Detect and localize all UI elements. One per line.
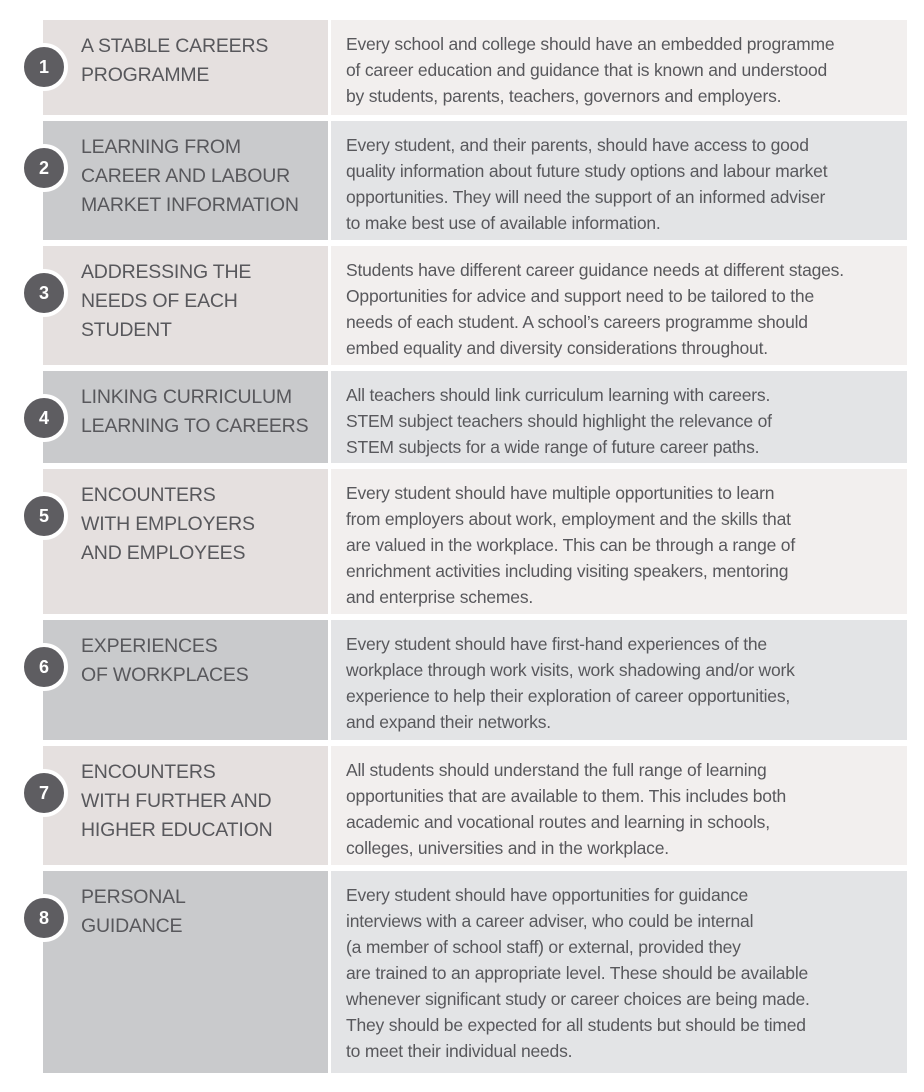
description-line: All students should understand the full range of learning [346, 760, 767, 780]
title-line: OF WORKPLACES [81, 664, 249, 686]
description-line: are trained to an appropriate level. These should be available [346, 963, 809, 983]
title-line: LEARNING TO CAREERS [81, 415, 309, 437]
title-line: ENCOUNTERS [81, 484, 216, 506]
benchmark-row [38, 121, 907, 240]
description-line: embed equality and diversity considerations throughout. [346, 338, 768, 358]
description-line: whenever significant study or career choices are being made. [346, 989, 810, 1009]
description-line: to make best use of available information. [346, 213, 661, 233]
title-line: GUIDANCE [81, 915, 183, 937]
benchmark-title [43, 469, 328, 614]
title-line: STUDENT [81, 319, 172, 341]
benchmark-row [38, 246, 907, 365]
description-line: Every student should have opportunities for guidance [346, 885, 749, 905]
description-line: interviews with a career adviser, who could be internal [346, 911, 754, 931]
benchmark-row [38, 746, 907, 865]
benchmark-title [43, 871, 328, 1073]
title-line: LINKING CURRICULUM [81, 386, 292, 408]
benchmark-description [331, 746, 907, 865]
title-line: ENCOUNTERS [81, 761, 216, 783]
title-line: EXPERIENCES [81, 635, 218, 657]
description-line: are valued in the workplace. This can be through a range of [346, 535, 796, 555]
number-badge: 3 [20, 269, 68, 317]
benchmark-row [38, 871, 907, 1073]
description-line: to meet their individual needs. [346, 1041, 573, 1061]
benchmark-row [38, 469, 907, 614]
description-line: workplace through work visits, work shadowing and/or work [346, 660, 795, 680]
description-line: opportunities. They will need the support of an informed adviser [346, 187, 826, 207]
benchmark-title [43, 121, 328, 240]
description-line: and expand their networks. [346, 712, 551, 732]
description-line: needs of each student. A school’s careers programme should [346, 312, 808, 332]
description-line: Every student, and their parents, should have access to good [346, 135, 809, 155]
benchmark-description [331, 121, 907, 240]
description-line: of career education and guidance that is known and understood [346, 60, 828, 80]
description-line: They should be expected for all students but should be timed [346, 1015, 806, 1035]
benchmark-row [38, 20, 907, 115]
benchmark-title [43, 20, 328, 115]
description-line: STEM subjects for a wide range of future career paths. [346, 437, 760, 457]
benchmark-description [331, 246, 907, 365]
description-line: (a member of school staff) or external, provided they [346, 937, 741, 957]
title-line: WITH FURTHER AND [81, 790, 272, 812]
title-line: LEARNING FROM [81, 136, 241, 158]
benchmark-description [331, 469, 907, 614]
description-line: All teachers should link curriculum learning with careers. [346, 385, 771, 405]
benchmark-description [331, 371, 907, 463]
title-line: PROGRAMME [81, 64, 210, 86]
description-line: Every student should have first-hand experiences of the [346, 634, 767, 654]
benchmark-description [331, 871, 907, 1073]
number-badge: 8 [20, 894, 68, 942]
title-line: NEEDS OF EACH [81, 290, 238, 312]
benchmark-title [43, 746, 328, 865]
benchmark-row [38, 620, 907, 740]
title-line: CAREER AND LABOUR [81, 165, 290, 187]
title-line: WITH EMPLOYERS [81, 513, 255, 535]
description-line: STEM subject teachers should highlight the relevance of [346, 411, 772, 431]
title-line: A STABLE CAREERS [81, 35, 269, 57]
description-line: by students, parents, teachers, governors and employers. [346, 86, 782, 106]
benchmark-row [38, 371, 907, 463]
description-line: colleges, universities and in the workplace. [346, 838, 669, 858]
title-line: PERSONAL [81, 886, 186, 908]
benchmarks-table [38, 20, 907, 1079]
benchmark-title [43, 620, 328, 740]
number-badge: 1 [20, 43, 68, 91]
description-line: and enterprise schemes. [346, 587, 534, 607]
number-badge: 6 [20, 643, 68, 691]
benchmark-description [331, 620, 907, 740]
number-badge: 5 [20, 492, 68, 540]
title-line: AND EMPLOYEES [81, 542, 246, 564]
title-line: ADDRESSING THE [81, 261, 252, 283]
benchmark-title [43, 371, 328, 463]
description-line: academic and vocational routes and learning in schools, [346, 812, 770, 832]
number-badge: 2 [20, 144, 68, 192]
description-line: quality information about future study options and labour market [346, 161, 828, 181]
description-line: opportunities that are available to them. This includes both [346, 786, 787, 806]
description-line: experience to help their exploration of career opportunities, [346, 686, 791, 706]
description-line: enrichment activities including visiting speakers, mentoring [346, 561, 789, 581]
benchmark-description [331, 20, 907, 115]
description-line: Students have different career guidance needs at different stages. [346, 260, 844, 280]
description-line: from employers about work, employment and the skills that [346, 509, 791, 529]
title-line: MARKET INFORMATION [81, 194, 299, 216]
description-line: Opportunities for advice and support need to be tailored to the [346, 286, 814, 306]
benchmark-title [43, 246, 328, 365]
title-line: HIGHER EDUCATION [81, 819, 273, 841]
number-badge: 7 [20, 769, 68, 817]
number-badge: 4 [20, 394, 68, 442]
description-line: Every school and college should have an embedded programme [346, 34, 835, 54]
description-line: Every student should have multiple opportunities to learn [346, 483, 775, 503]
